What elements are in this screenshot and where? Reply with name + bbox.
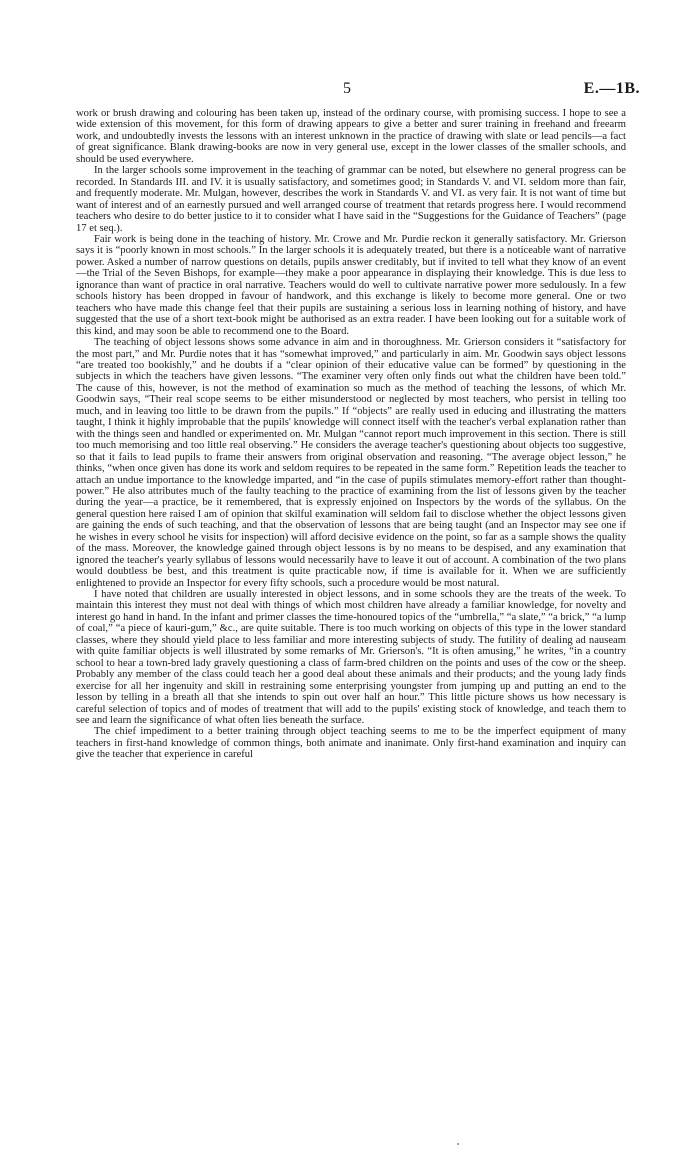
paragraph-drawing: work or brush drawing and colouring has been taken up, instead of the ordinary course, with promising success. I hope to see a wide extension of this movement, for this form of drawing appears to give a better and surer training in freehand and freearm work, and undoubtedly invests the lessons with an interest unknown in the practice of drawing with slate or lead pencils—a fact of great significance. Blank drawing-books are now in very general use, except in the lower classes of the smaller schools, and should be used everywhere. bbox=[76, 108, 626, 165]
scan-speck bbox=[457, 1143, 459, 1145]
paragraph-grammar: In the larger schools some improvement in the teaching of grammar can be noted, but elsewhere no general progress can be recorded. In Standards III. and IV. it is usually satisfactory, and sometimes good; in Standards V. and VI. seldom more than fair, and frequently moderate. Mr. Mulgan, however, describes the work in Standards V. and VI. as very fair. It is not want of time but want of interest and of an earnestly pursued and well arranged course of treatment that retards progress here. I would recommend teachers who desire to do better justice to it to consider what I have said in the “Suggestions for the Guidance of Teachers” (page 17 et seq.). bbox=[76, 165, 626, 234]
document-reference: E.—1B. bbox=[583, 80, 640, 97]
paragraph-history: Fair work is being done in the teaching of history. Mr. Crowe and Mr. Purdie reckon it generally satisfactory. Mr. Grierson says it is “poorly known in most schools.” In the larger schools it is adequately treated, but there is a noticeable want of narrative power. Asked a number of narrow questions on details, pupils answer creditably, but if invited to tell what they know of an event—the Trial of the Seven Bishops, for example—they make a poor appearance in displaying their knowledge. This is due less to ignorance than want of practice in oral narrative. Teachers would do well to cultivate narrative power more sedulously. In a few schools history has been dropped in favour of handwork, and this exchange is likely to become more general. One or two teachers who have made this change feel that their pupils are sustaining a serious loss in learning nothing of history, and have suggested that the use of a short text-book might be authorised as an extra reader. I have been looking out for a suitable work of this kind, and may soon be able to recommend one to the Board. bbox=[76, 233, 626, 337]
body-text bbox=[76, 108, 626, 761]
page-header bbox=[0, 80, 700, 102]
paragraph-impediment: The chief impediment to a better training through object teaching seems to me to be the imperfect equipment of many teachers in first-hand knowledge of common things, both animate and inanimate. Only first-hand examination and inquiry can give the teacher that experience in careful bbox=[76, 726, 626, 761]
page-number: 5 bbox=[343, 80, 351, 97]
paragraph-object-lessons: The teaching of object lessons shows some advance in aim and in thoroughness. Mr. Grierson considers it “satisfactory for the most part,” and Mr. Purdie notes that it has “somewhat improved,” and particularly in aim. Mr. Goodwin says object lessons “are treated too bookishly,” and he doubts if a “clear opinion of their educative value can be formed” by questioning in the subjects in which the teachers have given lessons. “The examiner very often only finds out what the children have been told.” The cause of this, however, is not the method of examination so much as the method of teaching the lessons, of which Mr. Goodwin says, “Their real scope seems to be either misunderstood or neglected by most teachers, who persist in telling too much, and in leaving too little to be drawn from the pupils.” If “objects” are really used in educing and illustrating the matters taught, I think it highly improbable that the pupils' knowledge will connect itself with the teacher's verbal explanation rather than with the things seen and handled or experimented on. Mr. Mulgan “cannot report much improvement in this section. There is still too much memorising and too little real observing.” He considers the average teacher's questioning about objects too suggestive, so that it fails to lead pupils to frame their answers from original observation and reasoning. “The average object lesson,” he thinks, “when once given has done its work and seldom requires to be repeated in the same form.” Repetition leads the teacher to attach an undue importance to the knowledge imparted, and “in the case of pupils stimulates memory-effort rather than thought-power.” He also attributes much of the faulty teaching to the practice of examining from the list of lessons given by the teacher during the year—a practice, be it remembered, that is expressly enjoined on Inspectors by the words of the syllabus. On the general question here raised I am of opinion that skilful examination will seldom fail to disclose whether the object lessons given are gaining the ends of such teaching, and that the observation of lessons that are being taught (and an Inspector may see one if he wishes in every school he visits for inspection) will afford decisive evidence on the point, so far as a sample shows the quality of the mass. Moreover, the knowledge gained through object lessons is by no means to be despised, and any examination that ignored the teacher's yearly syllabus of lessons would necessarily have to leave it out of account. A combination of the two plans would doubtless be best, and this treatment is quite practicable now, if time is available for it. When we are sufficiently enlightened to provide an Inspector for every fifty schools, such a procedure would be most natural. bbox=[76, 337, 626, 589]
paragraph-interest: I have noted that children are usually interested in object lessons, and in some schools they are the treats of the week. To maintain this interest they must not deal with things of which most children have already a familiar knowledge, for novelty and interest go hand in hand. In the infant and primer classes the time-honoured topics of the “umbrella,” “a slate,” “a brick,” “a lump of coal,” “a piece of kauri-gum,” &c., are quite suitable. There is too much working on objects of this type in the lower standard classes, where they should yield place to less familiar and more interesting subjects of study. The futility of dealing ad nauseam with quite familiar objects is well illustrated by some remarks of Mr. Grierson's. “It is often amusing,” he writes, “in a country school to hear a town-bred lady gravely questioning a class of farm-bred children on the points and uses of the cow or the sheep. Probably any member of the class could teach her a good deal about these animals and their products; and the young lady finds exercise for all her ingenuity and skill in restraining some enterprising youngster from jumping up and putting an end to the lesson by telling in a breath all that she intends to spin out over half an hour.” This little picture shows us how necessary is careful selection of topics and of modes of treatment that will add to the pupils' existing stock of knowledge, and teach them to see and learn the significance of what often lies beneath the surface. bbox=[76, 589, 626, 727]
